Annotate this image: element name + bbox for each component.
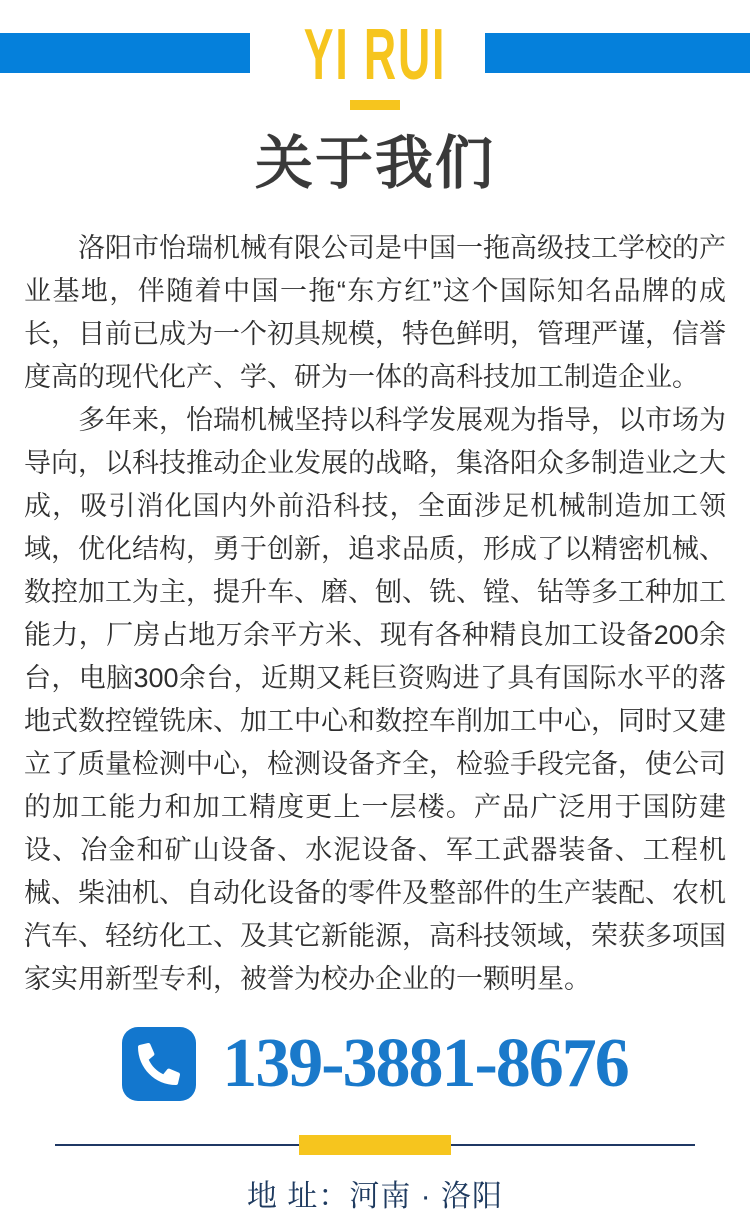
brand-logo	[0, 0, 750, 110]
section-divider	[55, 1135, 695, 1155]
divider-accent-bar	[299, 1135, 451, 1155]
brand-logo-text: YI RUI	[303, 15, 447, 95]
about-paragraph-2: 多年来，怡瑞机械坚持以科学发展观为指导，以市场为导向，以科技推动企业发展的战略，集洛阳众多制造业之大成，吸引消化国内外前沿科技，全面涉足机械制造加工领域，优化结构，勇于创新，追求品质，形成了以精密机械、数控加工为主，提升车、磨、刨、铣、镗、钻等多工种加工能力，厂房占地万余平方米、现有各种精良加工设备200余台，电脑300余台，近期又耗巨资购进了具有国际水平的落地式数控镗铣床、加工中心和数控车削加工中心，同时又建立了质量检测中心，检测设备齐全，检验手段完备，使公司的加工能力和加工精度更上一层楼。产品广泛用于国防建设、冶金和矿山设备、水泥设备、军工武器装备、工程机械、柴油机、自动化设备的零件及整部件的生产装配、农机汽车、轻纺化工、及其它新能源，高科技领域，荣获多项国家实用新型专利，被誉为校办企业的一颗明星。	[24, 405, 726, 994]
address-text: 地 址：河南 · 洛阳	[247, 1180, 503, 1213]
phone-icon	[122, 1027, 196, 1101]
about-paragraph-1: 洛阳市怡瑞机械有限公司是中国一拖高级技工学校的产业基地，伴随着中国一拖“东方红”这个国际知名品牌的成长，目前已成为一个初具规模，特色鲜明，管理严谨，信誉度高的现代化产、学、研为一体的高科技加工制造企业。	[24, 233, 726, 392]
contact-phone-row[interactable]	[0, 1025, 750, 1103]
brand-header	[0, 0, 750, 125]
phone-number[interactable]: 139-3881-8676	[222, 1025, 628, 1102]
page-title: 关于我们	[254, 131, 495, 196]
logo-underline	[350, 100, 400, 110]
about-content	[0, 227, 750, 1001]
